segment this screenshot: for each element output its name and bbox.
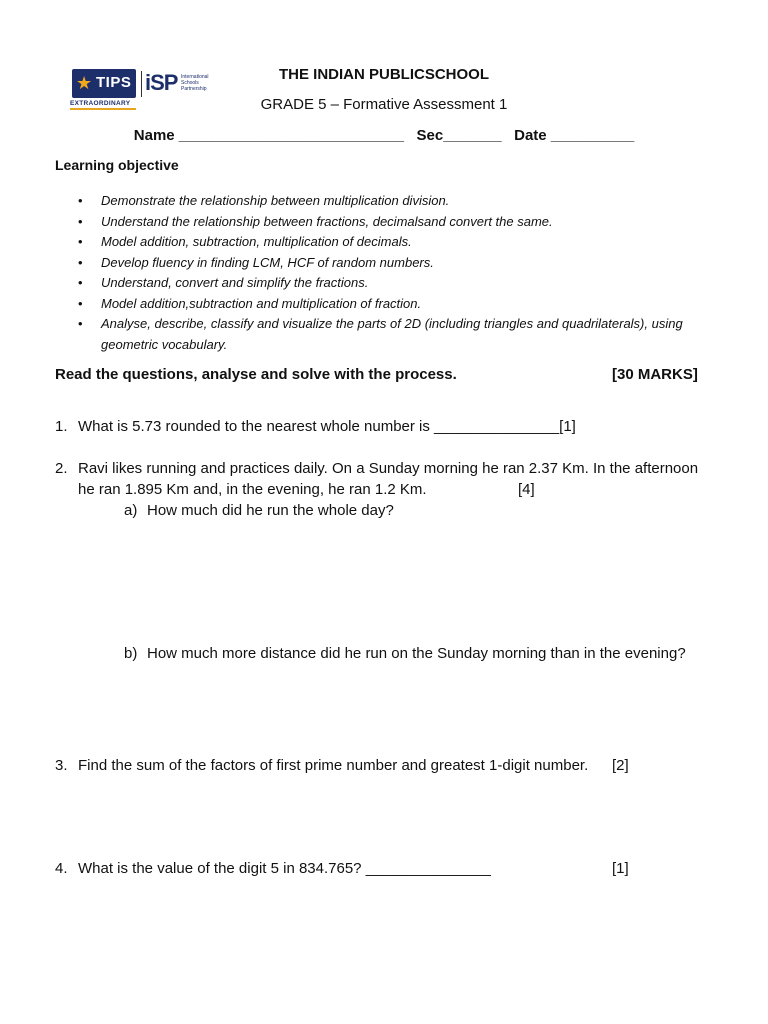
objective-item [78, 191, 718, 212]
bullet-icon: • [78, 316, 83, 331]
objective-item [78, 273, 718, 294]
question-4-marks: [1] [612, 860, 629, 877]
objective-text: Model addition,subtraction and multiplication of fraction. [101, 295, 422, 311]
bullet-icon: • [78, 213, 83, 229]
assessment-title: GRADE 5 – Formative Assessment 1 [260, 96, 508, 113]
question-2a-text: How much did he run the whole day? [147, 502, 394, 519]
question-2b-text: How much more distance did he run on the Sunday morning than in the evening? [147, 645, 686, 662]
bullet-icon: • [78, 234, 83, 249]
question-1-text: What is 5.73 rounded to the nearest whole number is _______________[1] [78, 418, 576, 435]
question-4-text: What is the value of the digit 5 in 834.765? _______________ [78, 860, 491, 877]
instructions: Read the questions, analyse and solve with the process. [55, 366, 457, 383]
bullet-icon: • [78, 193, 83, 208]
question-number: 2. [55, 460, 68, 477]
isp-logo-subtitle: International Schools Partnership [181, 74, 209, 92]
student-info-line: Name ___________________________ Sec_______ Date __________ [133, 127, 635, 144]
bullet-icon: • [78, 254, 83, 270]
isp-logo-text: iSP [145, 70, 178, 95]
objective-text: Demonstrate the relationship between multiplication division. [101, 193, 450, 208]
bullet-icon: • [78, 275, 83, 290]
objective-item [78, 314, 718, 355]
objective-text: Model addition, subtraction, multiplication of decimals. [101, 234, 412, 249]
question-2-marks: [4] [518, 481, 535, 498]
question-number: 4. [55, 860, 68, 877]
question-number: 1. [55, 418, 68, 435]
school-name: THE INDIAN PUBLICSCHOOL [279, 66, 489, 83]
subquestion-label: a) [124, 502, 138, 519]
objective-text: Understand, convert and simplify the fractions. [101, 275, 369, 290]
objective-list [78, 191, 718, 355]
subquestion-label: b) [124, 645, 138, 662]
objective-item [78, 232, 718, 253]
question-3-text: Find the sum of the factors of first prime number and greatest 1-digit number. [78, 757, 589, 774]
bullet-icon: • [78, 295, 83, 311]
objective-text: Analyse, describe, classify and visualize the parts of 2D (including triangles and quadrilaterals), using geometric vocabulary. [101, 316, 683, 352]
objective-item [78, 294, 718, 315]
tips-logo-text: TIPS [96, 74, 132, 91]
objective-text: Understand the relationship between fractions, decimalsand convert the same. [101, 213, 553, 229]
question-number: 3. [55, 757, 68, 774]
question-3-marks: [2] [612, 757, 629, 774]
objective-text: Develop fluency in finding LCM, HCF of random numbers. [101, 254, 434, 270]
star-icon: ★ [76, 73, 93, 93]
total-marks: [30 MARKS] [612, 366, 698, 383]
objective-item [78, 253, 718, 274]
question-2-text-line2: he ran 1.895 Km and, in the evening, he ran 1.2 Km. [78, 481, 427, 498]
learning-objective-heading: Learning objective [55, 157, 179, 173]
question-2-text-line1: Ravi likes running and practices daily. On a Sunday morning he ran 2.37 Km. In the afternoon [78, 460, 699, 477]
tips-logo-subtitle: EXTRAORDINARY [70, 100, 131, 107]
objective-item [78, 212, 718, 233]
